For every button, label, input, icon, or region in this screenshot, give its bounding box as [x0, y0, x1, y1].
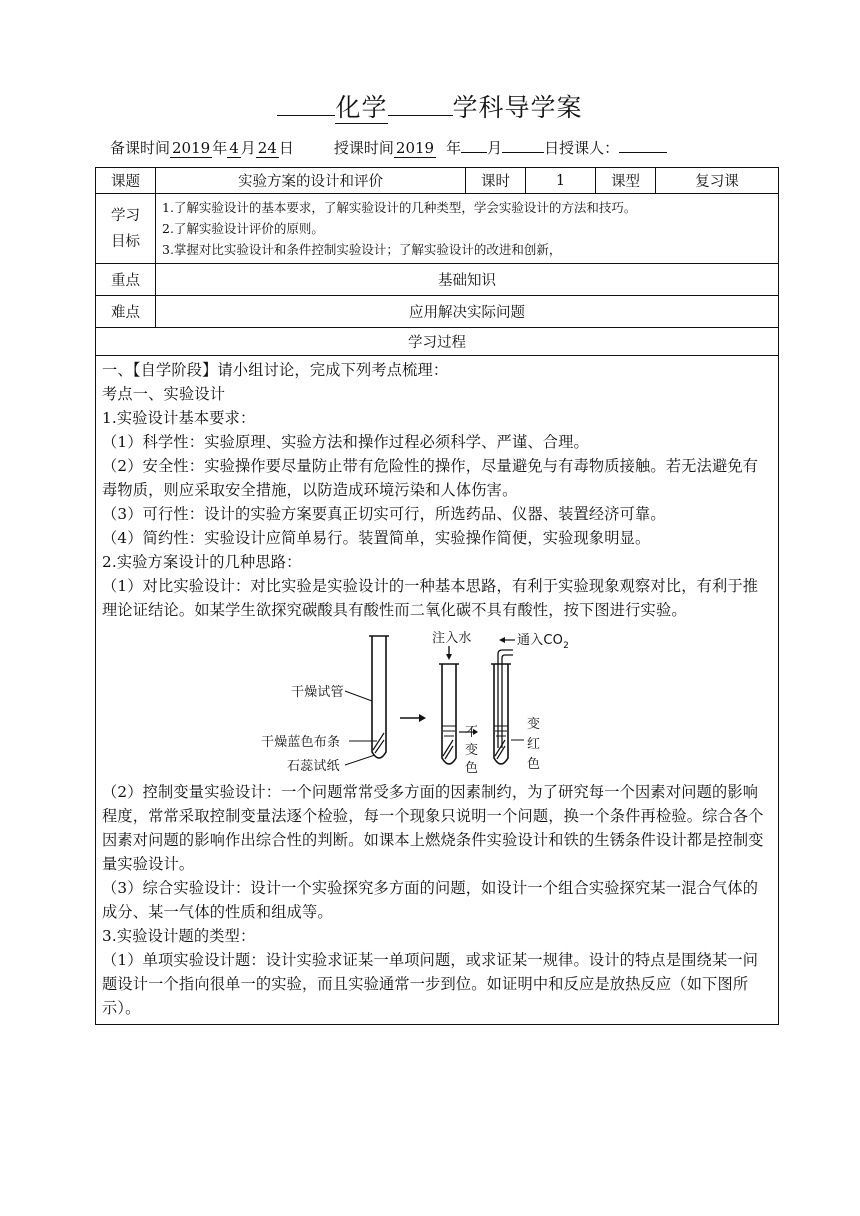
label-turns-red-2: 红: [527, 737, 541, 752]
label-no-change-2: 变: [465, 743, 479, 758]
label-add-water: 注入水: [432, 631, 472, 646]
lesson-table: [95, 167, 779, 1025]
paragraph-safety: （2）安全性：实验操作要尽量防止带有危险性的操作，尽量避免与有毒物质接触。若无法避免有毒物质，则应采取安全措施，以防造成环境污染和人体伤害。: [102, 457, 759, 499]
co2-test-tube-icon: [491, 650, 513, 764]
objective-label-line-1: 学习: [111, 207, 140, 224]
objective-item: 3.掌握对比实验设计和条件控制实验设计；了解实验设计的改进和创新，: [162, 242, 562, 257]
meta-line: [110, 137, 667, 158]
unit-year-2: 年: [446, 139, 462, 157]
label-dry-tube: 干燥试管: [291, 685, 344, 700]
hours-label: 课时: [466, 168, 526, 194]
dry-test-tube-icon: [369, 636, 389, 758]
paragraph-scientific: （1）科学性：实验原理、实验方法和操作过程必须科学、严谨、合理。: [102, 433, 589, 451]
objective-item: 2.了解实验设计评价的原则。: [162, 221, 324, 236]
unit-month: 月: [240, 139, 256, 157]
experiment-figure: [102, 622, 772, 780]
unit-day: 日: [278, 139, 294, 157]
focus-row: [96, 264, 779, 296]
teach-month-blank: [461, 152, 487, 153]
objective-list: [156, 194, 779, 264]
prep-month: 4: [229, 139, 239, 157]
difficulty-label: 难点: [96, 296, 156, 328]
type-label: 课型: [596, 168, 656, 194]
test-tube-diagram: [261, 628, 587, 778]
arrow-right-icon: [400, 714, 426, 722]
label-no-change-1: 不: [465, 725, 479, 740]
paragraph-approaches-heading: 2.实验方案设计的几种思路：: [102, 553, 302, 571]
title-blank-2: [388, 115, 453, 116]
prep-year: 2019: [172, 139, 211, 157]
unit-month-2: 月: [487, 139, 503, 157]
paragraph-comprehensive: （3）综合实验设计：设计一个实验探究多方面的问题，如设计一个组合实验探究某一混合气体的成分、某一气体的性质和组成等。: [102, 879, 759, 921]
process-body-row: [96, 356, 779, 1025]
prep-time-label: 备课时间: [110, 139, 171, 157]
paragraph-self-study: 一、【自学阶段】请小组讨论，完成下列考点梳理：: [102, 361, 449, 379]
difficulty-value: 应用解决实际问题: [156, 296, 779, 328]
title-subject: 化学: [335, 93, 388, 122]
process-header-row: [96, 328, 779, 356]
paragraph-simplicity: （4）简约性：实验设计应简单易行。装置简单，实验操作简便，实验现象明显。: [102, 529, 651, 547]
paragraph-requirements-heading: 1.实验设计基本要求：: [102, 409, 256, 427]
objective-row: [96, 194, 779, 264]
label-turns-red-1: 变: [527, 717, 541, 732]
teach-day-blank: [502, 152, 544, 153]
type-value: 复习课: [656, 168, 779, 194]
unit-year: 年: [212, 139, 228, 157]
teach-year: 2019: [395, 139, 435, 157]
label-turns-red-3: 色: [527, 757, 541, 772]
topic-row: [96, 168, 779, 194]
focus-value: 基础知识: [156, 264, 779, 296]
objective-label: [96, 194, 156, 264]
teacher-label: 日授课人：: [544, 139, 620, 157]
difficulty-row: [96, 296, 779, 328]
label-no-change-3: 色: [465, 761, 479, 776]
objective-item: 1.了解实验设计的基本要求，了解实验设计的几种类型，学会实验设计的方法和技巧。: [162, 200, 637, 215]
prep-day: 24: [257, 139, 277, 157]
title-blank-1: [277, 115, 335, 116]
objective-label-line-2: 目标: [111, 233, 140, 250]
process-header: 学习过程: [96, 328, 779, 356]
focus-label: 重点: [96, 264, 156, 296]
paragraph-contrast-design: （1）对比实验设计：对比实验是实验设计的一种基本思路，有利于实验现象观察对比，有利于推理论证结论。如某学生欲探究碳酸具有酸性而二氧化碳不具有酸性，按下图进行实验。: [102, 577, 759, 619]
paragraph-point-one: 考点一、实验设计: [102, 385, 226, 403]
paragraph-feasibility: （3）可行性：设计的实验方案要真正切实可行，所选药品、仪器、装置经济可靠。: [102, 505, 666, 523]
teacher-blank: [619, 152, 667, 153]
label-pass-co2: 通入$CO_2$: [517, 633, 570, 651]
title-suffix: 学科导学案: [452, 93, 583, 122]
water-test-tube-icon: [439, 664, 459, 764]
process-body: [96, 356, 779, 1025]
hours-value: 1: [526, 168, 596, 194]
teach-time-label: 授课时间: [333, 139, 394, 157]
paragraph-types-heading: 3.实验设计题的类型：: [102, 927, 256, 945]
topic-label: 课题: [96, 168, 156, 194]
topic-value: 实验方案的设计和评价: [156, 168, 466, 194]
label-blue-strip: 干燥蓝色布条: [261, 735, 341, 750]
label-litmus: 石蕊试纸: [287, 759, 340, 774]
paragraph-single-item: （1）单项实验设计题：设计实验求证某一单项问题，或求证某一规律。设计的特点是围绕某一问题设计一个指向很单一的实验，而且实验通常一步到位。如证明中和反应是放热反应（如下图所示）。: [102, 951, 759, 1017]
page-title: [0, 88, 860, 124]
paragraph-control-variable: （2）控制变量实验设计：一个问题常常受多方面的因素制约，为了研究每一个因素对问题的影响程度，常常采取控制变量法逐个检验，每一个现象只说明一个问题，换一个条件再检验。综合各个因素对问题的影响作出综合性的判断。如课本上燃烧条件实验设计和铁的生锈条件设计都是控制变量实验设计。: [102, 783, 764, 873]
